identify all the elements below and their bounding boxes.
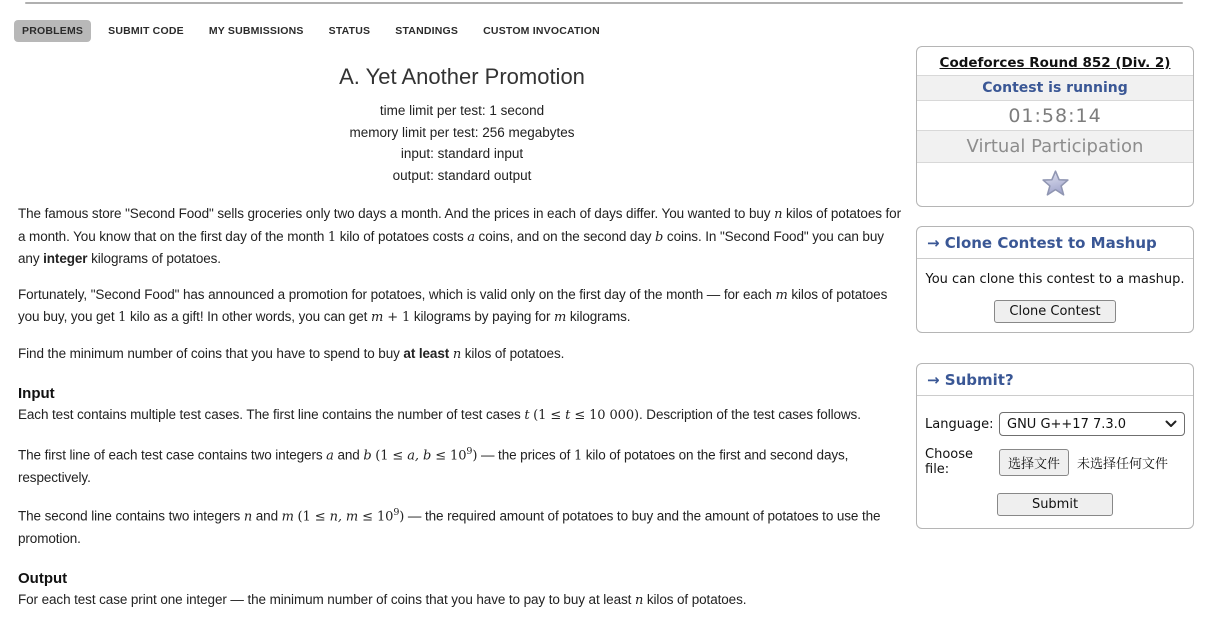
language-selected-value: GNU G++17 7.3.0 xyxy=(1007,416,1127,432)
tab-custom-invocation[interactable]: CUSTOM INVOCATION xyxy=(483,25,600,37)
sidebar-gap xyxy=(916,207,1194,226)
tab-standings[interactable]: STANDINGS xyxy=(395,25,459,37)
file-status-text: 未选择任何文件 xyxy=(1077,456,1169,472)
clone-button-row xyxy=(917,287,1193,332)
language-select[interactable] xyxy=(999,412,1185,436)
clone-contest-button[interactable]: Clone Contest xyxy=(994,300,1115,323)
star-icon[interactable] xyxy=(1042,170,1069,196)
time-limit: time limit per test: 1 second xyxy=(379,103,545,118)
participation-mode: Virtual Participation xyxy=(917,130,1193,162)
statement-paragraph: Fortunately, "Second Food" has announced a promotion for potatoes, which is valid only on the first day of the month — for each m kilos of potatoes you buy, you get 1 kilo as a gift! In other words, you can get m + 1 kilograms by paying for m kilograms. xyxy=(18,286,888,325)
sidebar xyxy=(916,46,1194,529)
input-paragraph: Each test contains multiple test cases. The first line contains the number of test cases t (1 ≤ t ≤ 10 000). Description of the test cases follows. xyxy=(18,407,861,423)
sidebar-gap xyxy=(916,333,1194,363)
submit-button[interactable]: Submit xyxy=(997,493,1113,516)
language-row xyxy=(925,412,1185,436)
problem-statement xyxy=(18,58,906,625)
clone-contest-box xyxy=(916,226,1194,333)
problem-limits xyxy=(18,100,906,186)
contest-timer: 01:58:14 xyxy=(917,100,1193,130)
tab-status[interactable]: STATUS xyxy=(328,25,371,37)
favorite-row xyxy=(917,162,1193,206)
output-spec: output: standard output xyxy=(392,167,532,183)
contest-title-link[interactable]: Codeforces Round 852 (Div. 2) xyxy=(939,55,1171,71)
submit-button-row xyxy=(925,488,1185,516)
memory-limit: memory limit per test: 256 megabytes xyxy=(349,124,575,140)
contest-tabbar xyxy=(14,20,608,42)
input-spec: input: standard input xyxy=(400,146,524,161)
clone-box-caption: → Clone Contest to Mashup xyxy=(917,227,1193,259)
statement-paragraph: Find the minimum number of coins that you have to spend to buy at least n kilos of potatoes. xyxy=(18,345,565,362)
submit-form xyxy=(917,396,1193,528)
tab-problems[interactable]: PROBLEMS xyxy=(14,20,91,42)
tab-my-submissions[interactable]: MY SUBMISSIONS xyxy=(208,25,304,37)
clone-box-text: You can clone this contest to a mashup. xyxy=(925,272,1185,287)
input-paragraph: The second line contains two integers n and m (1 ≤ n, $m \le 10^9$) — the required amount of potatoes to buy and the amount of potatoes to use the promotion. xyxy=(18,507,881,546)
input-paragraph: The first line of each test case contains two integers a and b (1 ≤ a, $b \le 10^9$) — the prices of 1 kilo of potatoes on the first and second days, respectively. xyxy=(18,445,849,485)
tab-submit-code[interactable]: SUBMIT CODE xyxy=(108,25,184,37)
choose-file-label: Choose file: xyxy=(925,447,973,477)
contest-status: Contest is running xyxy=(917,75,1193,100)
contest-title-row xyxy=(917,47,1193,75)
choose-file-row xyxy=(925,447,1185,477)
input-section-heading: Input xyxy=(18,385,55,402)
output-section-heading: Output xyxy=(18,569,68,587)
statement-paragraph: The famous store "Second Food" sells groceries only two days a month. And the prices in each of days differ. You wanted to buy n kilos of potatoes for a month. You know that on the first day of the month 1 kilo of potatoes costs a coins, and on the second day b coins. In "Second Food" you can buy any integer kilograms of potatoes. xyxy=(18,206,901,266)
chevron-down-icon xyxy=(1165,420,1177,428)
top-divider xyxy=(25,2,1183,4)
problem-title: A. Yet Another Promotion xyxy=(339,64,585,89)
choose-file-button[interactable]: 选择文件 xyxy=(999,449,1069,476)
output-paragraph: For each test case print one integer — the minimum number of coins that you have to pay to buy at least n kilos of potatoes. xyxy=(18,591,747,608)
submit-box-caption: → Submit? xyxy=(917,364,1193,396)
submit-box xyxy=(916,363,1194,529)
language-label: Language: xyxy=(925,416,994,432)
contest-status-box xyxy=(916,46,1194,207)
